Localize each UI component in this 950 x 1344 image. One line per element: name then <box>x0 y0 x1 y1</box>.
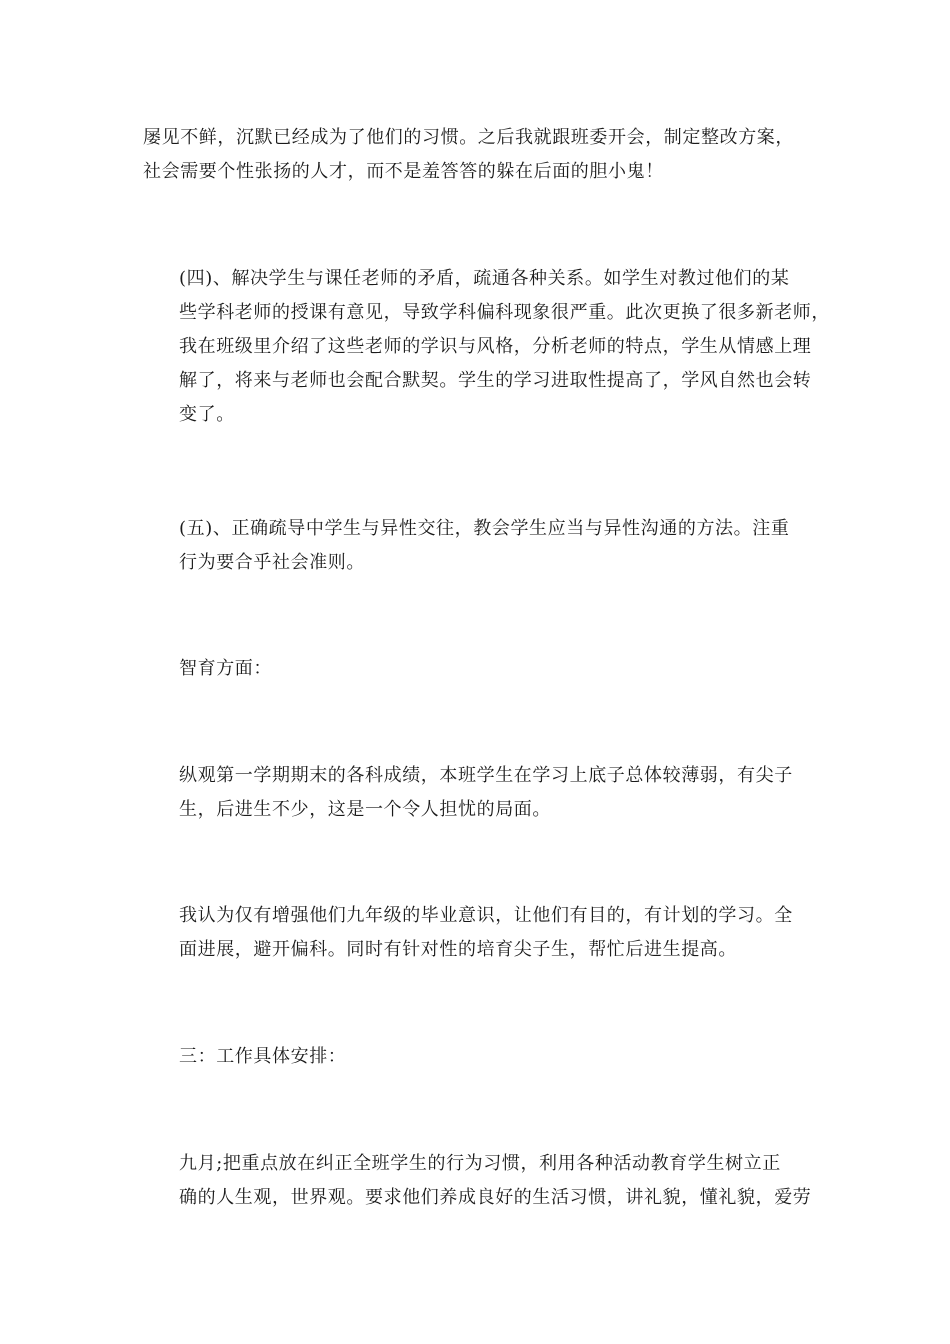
paragraph-5 <box>143 899 808 967</box>
text-line: 九月;把重点放在纠正全班学生的行为习惯，利用各种活动教育学生树立正 <box>179 1153 781 1174</box>
text-line: 生，后进生不少，这是一个令人担忧的局面。 <box>179 799 551 820</box>
text-line: 变了。 <box>179 404 235 425</box>
text-line: 屡见不鲜，沉默已经成为了他们的习惯。之后我就跟班委开会，制定整改方案， <box>143 127 794 148</box>
paragraph-3 <box>143 512 808 580</box>
paragraph-4 <box>143 759 808 827</box>
text-line: 我认为仅有增强他们九年级的毕业意识，让他们有目的，有计划的学习。全 <box>179 905 793 926</box>
text-line: (五)、正确疏导中学生与异性交往，教会学生应当与异性沟通的方法。注重 <box>179 518 790 539</box>
text-line: (四)、解决学生与课任老师的矛盾，疏通各种关系。如学生对教过他们的某 <box>179 268 790 289</box>
text-line: 三：工作具体安排： <box>179 1046 347 1067</box>
paragraph-6 <box>143 1147 812 1215</box>
text-line: 面进展，避开偏科。同时有针对性的培育尖子生，帮忙后进生提高。 <box>179 939 737 960</box>
text-line: 解了，将来与老师也会配合默契。学生的学习进取性提高了，学风自然也会转 <box>179 370 812 391</box>
text-line: 我在班级里介绍了这些老师的学识与风格，分析老师的特点，学生从情感上理 <box>179 336 812 357</box>
text-line: 些学科老师的授课有意见，导致学科偏科现象很严重。此次更换了很多新老师， <box>179 302 830 323</box>
text-line: 智育方面： <box>179 658 272 679</box>
text-line: 纵观第一学期期末的各科成绩，本班学生在学习上底子总体较薄弱，有尖子 <box>179 765 793 786</box>
section-heading-intellectual <box>143 652 808 686</box>
text-line: 社会需要个性张扬的人才，而不是羞答答的躲在后面的胆小鬼！ <box>143 161 664 182</box>
paragraph-1 <box>143 121 808 189</box>
text-line: 确的人生观，世界观。要求他们养成良好的生活习惯，讲礼貌，懂礼貌，爱劳 <box>179 1187 812 1208</box>
section-heading-schedule <box>143 1040 808 1074</box>
paragraph-2 <box>143 262 830 432</box>
text-line: 行为要合乎社会准则。 <box>179 552 365 573</box>
